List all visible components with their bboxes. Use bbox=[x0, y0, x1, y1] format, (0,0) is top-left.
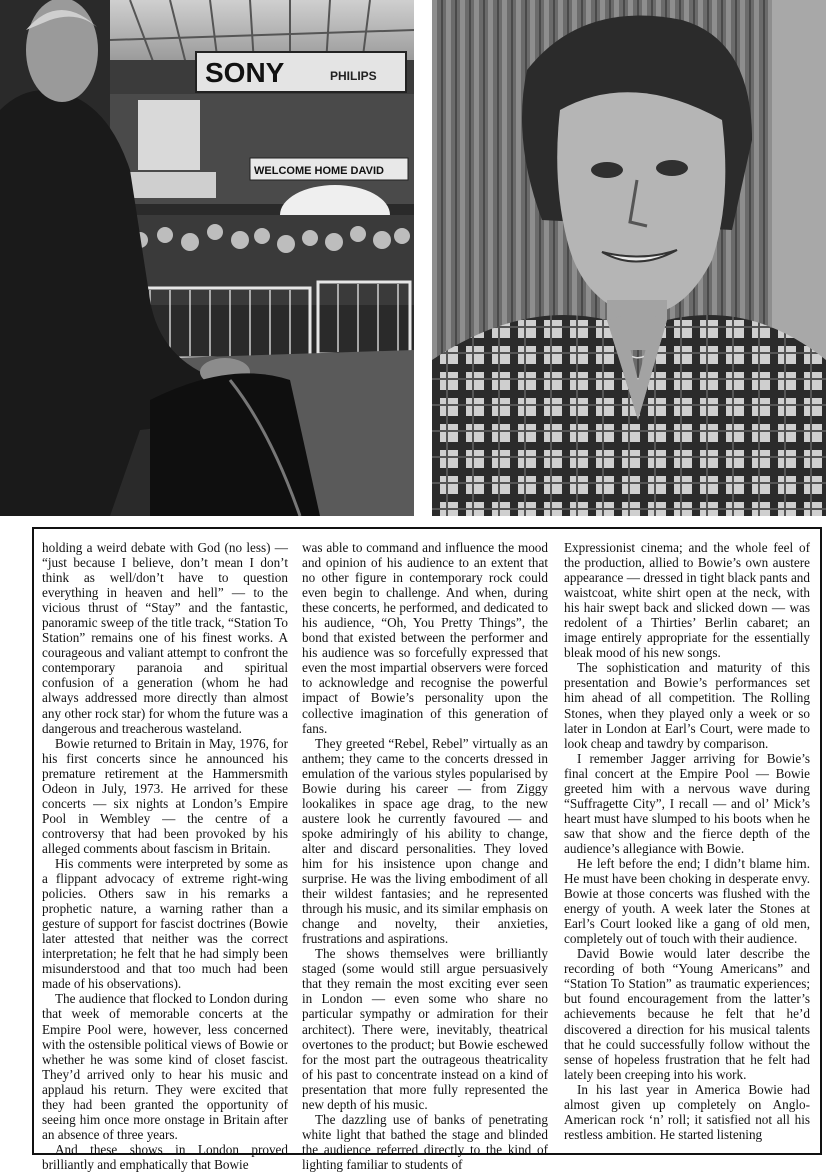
philips-sign-text: PHILIPS bbox=[330, 69, 377, 83]
station-photo-illustration bbox=[0, 0, 414, 516]
welcome-banner-text: WELCOME HOME DAVID bbox=[254, 165, 384, 177]
notice-board bbox=[138, 100, 200, 170]
paragraph: was able to command and influence the mood and opinion of his audience to an extent that no other figure in contemporary rock could even begin to challenge. And when, during these concerts, he performed, and dedicated to his audience, “Oh, You Pretty Things”, the bond that existed between the performer and his audience was so forcefully expressed that even the most impartial observers were forced to acknowledge and recognise the powerful impact of Bowie’s personality upon the collective imagination of this generation of fans. bbox=[302, 540, 548, 736]
portrait-eye-right bbox=[656, 160, 688, 176]
photo-portrait bbox=[432, 0, 826, 516]
article-column-3 bbox=[564, 540, 810, 1142]
paragraph: David Bowie would later describe the recording of both “Young Americans” and “Station To Station” as traumatic experiences; but found encouragement from the latter’s achievements because he felt that he’d discovered a direction for his musical talents that he could successfully follow without the sense of hopeless frustration that he felt had lately been creeping into his work. bbox=[564, 946, 810, 1082]
photo-station-arrival bbox=[0, 0, 414, 516]
paragraph: His comments were interpreted by some as a flippant advocacy of extreme right-wing policies. Others saw in his remarks a prophetic nature, a warning rather than a gesture of support for fascist doctrines (Bowie later attested that neither was the correct interpretation; he felt that he had simply been misunderstood and that too much had been made of his observations). bbox=[42, 855, 288, 992]
paragraph: Expressionist cinema; and the whole feel of the production, allied to Bowie’s own austere appearance — dressed in tight black pants and waistcoat, white shirt open at the neck, with his hair swept back and slicked down — was redolent of a Thirties’ Berlin cabaret; an image entirely appropriate for the essentially bleak mood of his new songs. bbox=[564, 540, 810, 661]
paragraph: The dazzling use of banks of penetrating white light that bathed the stage and blinded the audience referred directly to the kind of lighting familiar to students of bbox=[302, 1111, 548, 1172]
article-column-1 bbox=[42, 540, 288, 1172]
paragraph: The audience that flocked to London during that week of memorable concerts at the Empire Pool were, however, less concerned with the ostensible political views of Bowie or whether he was some kind of closet fascist. They’d arrived only to hear his music and applaud his return. They were excited that they had been granted the opportunity of seeing him once more onstage in Britain after an absence of three years. bbox=[42, 991, 288, 1142]
paragraph: Bowie returned to Britain in May, 1976, for his first concerts since he announced his premature retirement at the Hammersmith Odeon in July, 1973. He arrived for these concerts — six nights at London’s Empire Pool in Wembley — the centre of a controversy that had been provoked by his alleged comments about fascism in Britain. bbox=[42, 735, 288, 856]
article-column-2 bbox=[302, 540, 548, 1172]
sony-sign-text: SONY bbox=[205, 57, 285, 88]
paragraph: holding a weird debate with God (no less) — “just because I believe, don’t mean I don’t think as well/don’t have to question everything in heaven and hell” — to the vicious thrust of “Stay” and the fantastic, panoramic sweep of the title track, “Station To Station” remains one of his finest works. A courageous and valiant attempt to confront the contemporary paranoia and spiritual confusion of a generation (whom he had always addressed more directly than almost any other rock star) for whom the future was a dangerous and treacherous wasteland. bbox=[42, 540, 288, 736]
paragraph: The shows themselves were brilliantly staged (some would still argue persuasively that they remain the most exciting ever seen in London — even some who share no particular sympathy or admiration for their architect). There were, inevitably, theatrical overtones to the product; but Bowie eschewed for the most part the outrageous theatricality of his past to concentrate instead on a kind of presentation that more fully represented the new depth of his music. bbox=[302, 946, 548, 1112]
paragraph: And these shows in London proved brilliantly and emphatically that Bowie bbox=[42, 1141, 288, 1172]
paragraph: In his last year in America Bowie had almost given up completely on Anglo-American rock ‘n’ roll; it satisfied not all his restless ambition. He started listening bbox=[564, 1081, 810, 1142]
paragraph: I remember Jagger arriving for Bowie’s final concert at the Empire Pool — Bowie greeted him with a nervous wave during “Suffragette City”, I recall — and ol’ Mick’s heart must have slumped to his boots when he saw that show and the fierce depth of the audience’s allegiance with Bowie. bbox=[564, 750, 810, 856]
paragraph: He left before the end; I didn’t blame him. He must have been choking in desperate envy. Bowie at those concerts was flushed with the energy of youth. A week later the Stones at Earl’s Court looked like a gang of old men, completely out of touch with their audience. bbox=[564, 855, 810, 947]
portrait-photo-illustration bbox=[432, 0, 826, 516]
paragraph: The sophistication and maturity of this presentation and Bowie’s performances set him ahead of all competition. The Rolling Stones, when they played only a week or so later in London at Earl’s Court, were made to look cheap and tawdry by comparison. bbox=[564, 660, 810, 751]
paragraph: They greeted “Rebel, Rebel” virtually as an anthem; they came to the concerts dressed in emulation of the various styles popularised by Bowie during his career — from Ziggy lookalikes in space age drag, to the new austere look he currently favoured — and spoke admiringly of his ability to change, alter and discard personalities. They loved him for his insistence upon change and surprise. He was the living embodiment of all their wildest fantasies; and he represented through his music, and its similar emphasis on change and novelty, their anxieties, frustrations and aspirations. bbox=[302, 735, 548, 947]
portrait-eye-left bbox=[591, 162, 623, 178]
